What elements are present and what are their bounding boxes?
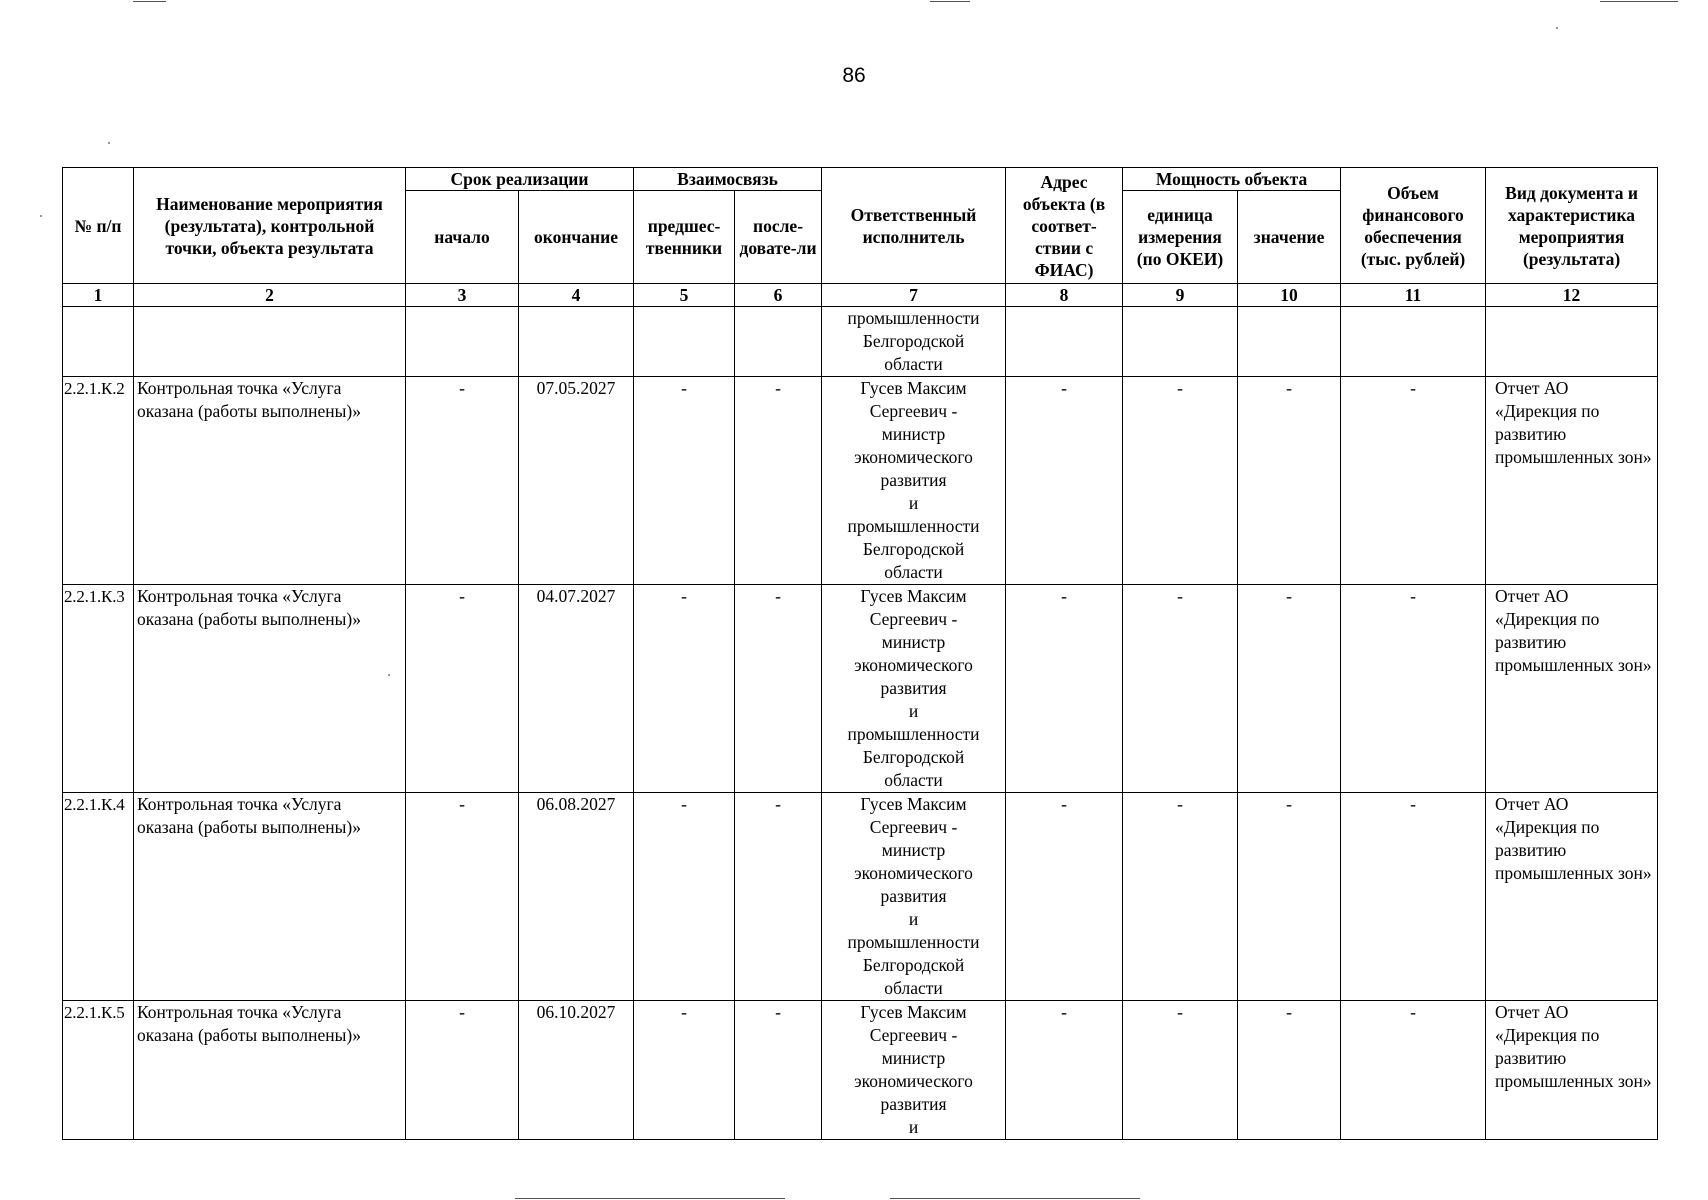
responsible-line: Гусев Максим [860,586,967,606]
responsible-line: Сергеевич - [869,609,958,629]
responsible-line: области [884,354,943,374]
header-srok: Срок реализации [406,168,634,191]
header-successors: после-довате-ли [735,191,822,284]
row-unit: - [1123,585,1238,793]
responsible-line: и [908,493,919,513]
table-cell [1238,307,1341,377]
scan-artifact-line [133,1,166,2]
scan-artifact-line [515,1198,785,1199]
responsible-line: промышленности [847,308,980,328]
row-responsible [822,585,1006,793]
responsible-line: экономического [854,655,973,675]
scan-artifact-dot [108,142,110,144]
row-name: Контрольная точка «Услуга оказана (работы выполнены)» [134,585,406,793]
header-financing: Объем финансового обеспечения (тыс. рублей) [1341,168,1486,284]
schedule-table [62,167,1658,1140]
responsible-line: Сергеевич - [869,401,958,421]
scan-artifact-line [1600,1,1678,2]
column-number: 5 [634,284,735,307]
column-number: 4 [519,284,634,307]
responsible-line: Белгородской [862,331,965,351]
header-responsible: Ответственный исполнитель [822,168,1006,284]
row-address: - [1006,585,1123,793]
table-cell [1341,307,1486,377]
responsible-line: развития [880,1094,947,1114]
page-number: 86 [842,64,866,87]
column-number: 7 [822,284,1006,307]
header-moshch: Мощность объекта [1123,168,1341,191]
row-successors: - [735,377,822,585]
row-unit: - [1123,1001,1238,1140]
row-start: - [406,1001,519,1140]
row-unit: - [1123,793,1238,1001]
row-financing: - [1341,585,1486,793]
header-num: № п/п [63,168,134,284]
row-predecessors: - [634,1001,735,1140]
row-id: 2.2.1.К.2 [63,377,134,585]
row-start: - [406,585,519,793]
table-cell [735,307,822,377]
header-row-1 [63,168,1658,191]
column-number: 6 [735,284,822,307]
row-id: 2.2.1.К.3 [63,585,134,793]
responsible-line: и [908,701,919,721]
row-document: Отчет АО «Дирекция по развитию промышленных зон» [1486,793,1658,1001]
row-financing: - [1341,1001,1486,1140]
row-end: 06.10.2027 [519,1001,634,1140]
column-number: 3 [406,284,519,307]
header-vzaimo: Взаимосвязь [634,168,822,191]
scan-artifact-line [930,1,970,2]
responsible-line: промышленности [847,516,980,536]
row-id: 2.2.1.К.5 [63,1001,134,1140]
row-address: - [1006,377,1123,585]
header-start: начало [406,191,519,284]
scan-artifact-dot [40,215,42,217]
row-value: - [1238,793,1341,1001]
row-document: Отчет АО «Дирекция по развитию промышленных зон» [1486,377,1658,585]
responsible-line: развития [880,678,947,698]
responsible-line: промышленности [847,932,980,952]
table-row [63,377,1658,585]
table-cell [519,307,634,377]
row-value: - [1238,377,1341,585]
row-financing: - [1341,793,1486,1001]
row-name: Контрольная точка «Услуга оказана (работы выполнены)» [134,377,406,585]
row-responsible [822,793,1006,1001]
row-document: Отчет АО «Дирекция по развитию промышленных зон» [1486,1001,1658,1140]
scan-artifact-line [890,1198,1140,1199]
header-predecessors: предшес-твенники [634,191,735,284]
responsible-line: Гусев Максим [860,1002,967,1022]
table-row [63,585,1658,793]
row-financing: - [1341,377,1486,585]
responsible-line: промышленности [847,724,980,744]
responsible-line: министр [881,840,946,860]
row-predecessors: - [634,585,735,793]
column-number: 2 [134,284,406,307]
header-value: значение [1238,191,1341,284]
column-number: 11 [1341,284,1486,307]
responsible-line: и [908,1117,919,1137]
column-number: 12 [1486,284,1658,307]
column-number: 8 [1006,284,1123,307]
table-cell [1006,307,1123,377]
responsible-line: Гусев Максим [860,794,967,814]
table-cell [1486,307,1658,377]
scan-artifact-dot [1556,27,1558,29]
row-address: - [1006,1001,1123,1140]
header-document: Вид документа и характеристика мероприятия (результата) [1486,168,1658,284]
column-number: 10 [1238,284,1341,307]
responsible-line: Гусев Максим [860,378,967,398]
header-name: Наименование мероприятия (результата), контрольной точки, объекта результата [134,168,406,284]
responsible-line: министр [881,1048,946,1068]
table-cell [406,307,519,377]
table-cell [134,307,406,377]
row-address: - [1006,793,1123,1001]
responsible-line: экономического [854,1071,973,1091]
responsible-line: Белгородской [862,747,965,767]
row-start: - [406,377,519,585]
table-cell [634,307,735,377]
responsible-line: Сергеевич - [869,817,958,837]
responsible-line: экономического [854,447,973,467]
header-end: окончание [519,191,634,284]
row-name: Контрольная точка «Услуга оказана (работы выполнены)» [134,1001,406,1140]
column-number: 1 [63,284,134,307]
row-id: 2.2.1.К.4 [63,793,134,1001]
row-document: Отчет АО «Дирекция по развитию промышленных зон» [1486,585,1658,793]
row-responsible [822,1001,1006,1140]
responsible-line: развития [880,470,947,490]
responsible-line: Белгородской [862,955,965,975]
table-row [63,793,1658,1001]
row-responsible [822,377,1006,585]
row-successors: - [735,585,822,793]
row-unit: - [1123,377,1238,585]
table-cell [63,307,134,377]
table-row-continuation [63,307,1658,377]
table-cell [1123,307,1238,377]
row-successors: - [735,793,822,1001]
responsible-line: области [884,562,943,582]
responsible-line: развития [880,886,947,906]
row-start: - [406,793,519,1001]
header-unit: единица измерения (по ОКЕИ) [1123,191,1238,284]
responsible-line: экономического [854,863,973,883]
row-name: Контрольная точка «Услуга оказана (работы выполнены)» [134,793,406,1001]
row-predecessors: - [634,793,735,1001]
responsible-line: и [908,909,919,929]
responsible-continuation [822,307,1006,377]
row-end: 04.07.2027 [519,585,634,793]
responsible-line: министр [881,632,946,652]
header-address: Адрес объекта (в соответ-ствии с ФИАС) [1006,168,1123,284]
row-predecessors: - [634,377,735,585]
responsible-line: Белгородской [862,539,965,559]
responsible-line: министр [881,424,946,444]
table-row [63,1001,1658,1140]
responsible-line: Сергеевич - [869,1025,958,1045]
responsible-line: области [884,978,943,998]
row-end: 06.08.2027 [519,793,634,1001]
column-number-row [63,284,1658,307]
row-end: 07.05.2027 [519,377,634,585]
responsible-line: области [884,770,943,790]
row-value: - [1238,585,1341,793]
column-number: 9 [1123,284,1238,307]
row-successors: - [735,1001,822,1140]
row-value: - [1238,1001,1341,1140]
